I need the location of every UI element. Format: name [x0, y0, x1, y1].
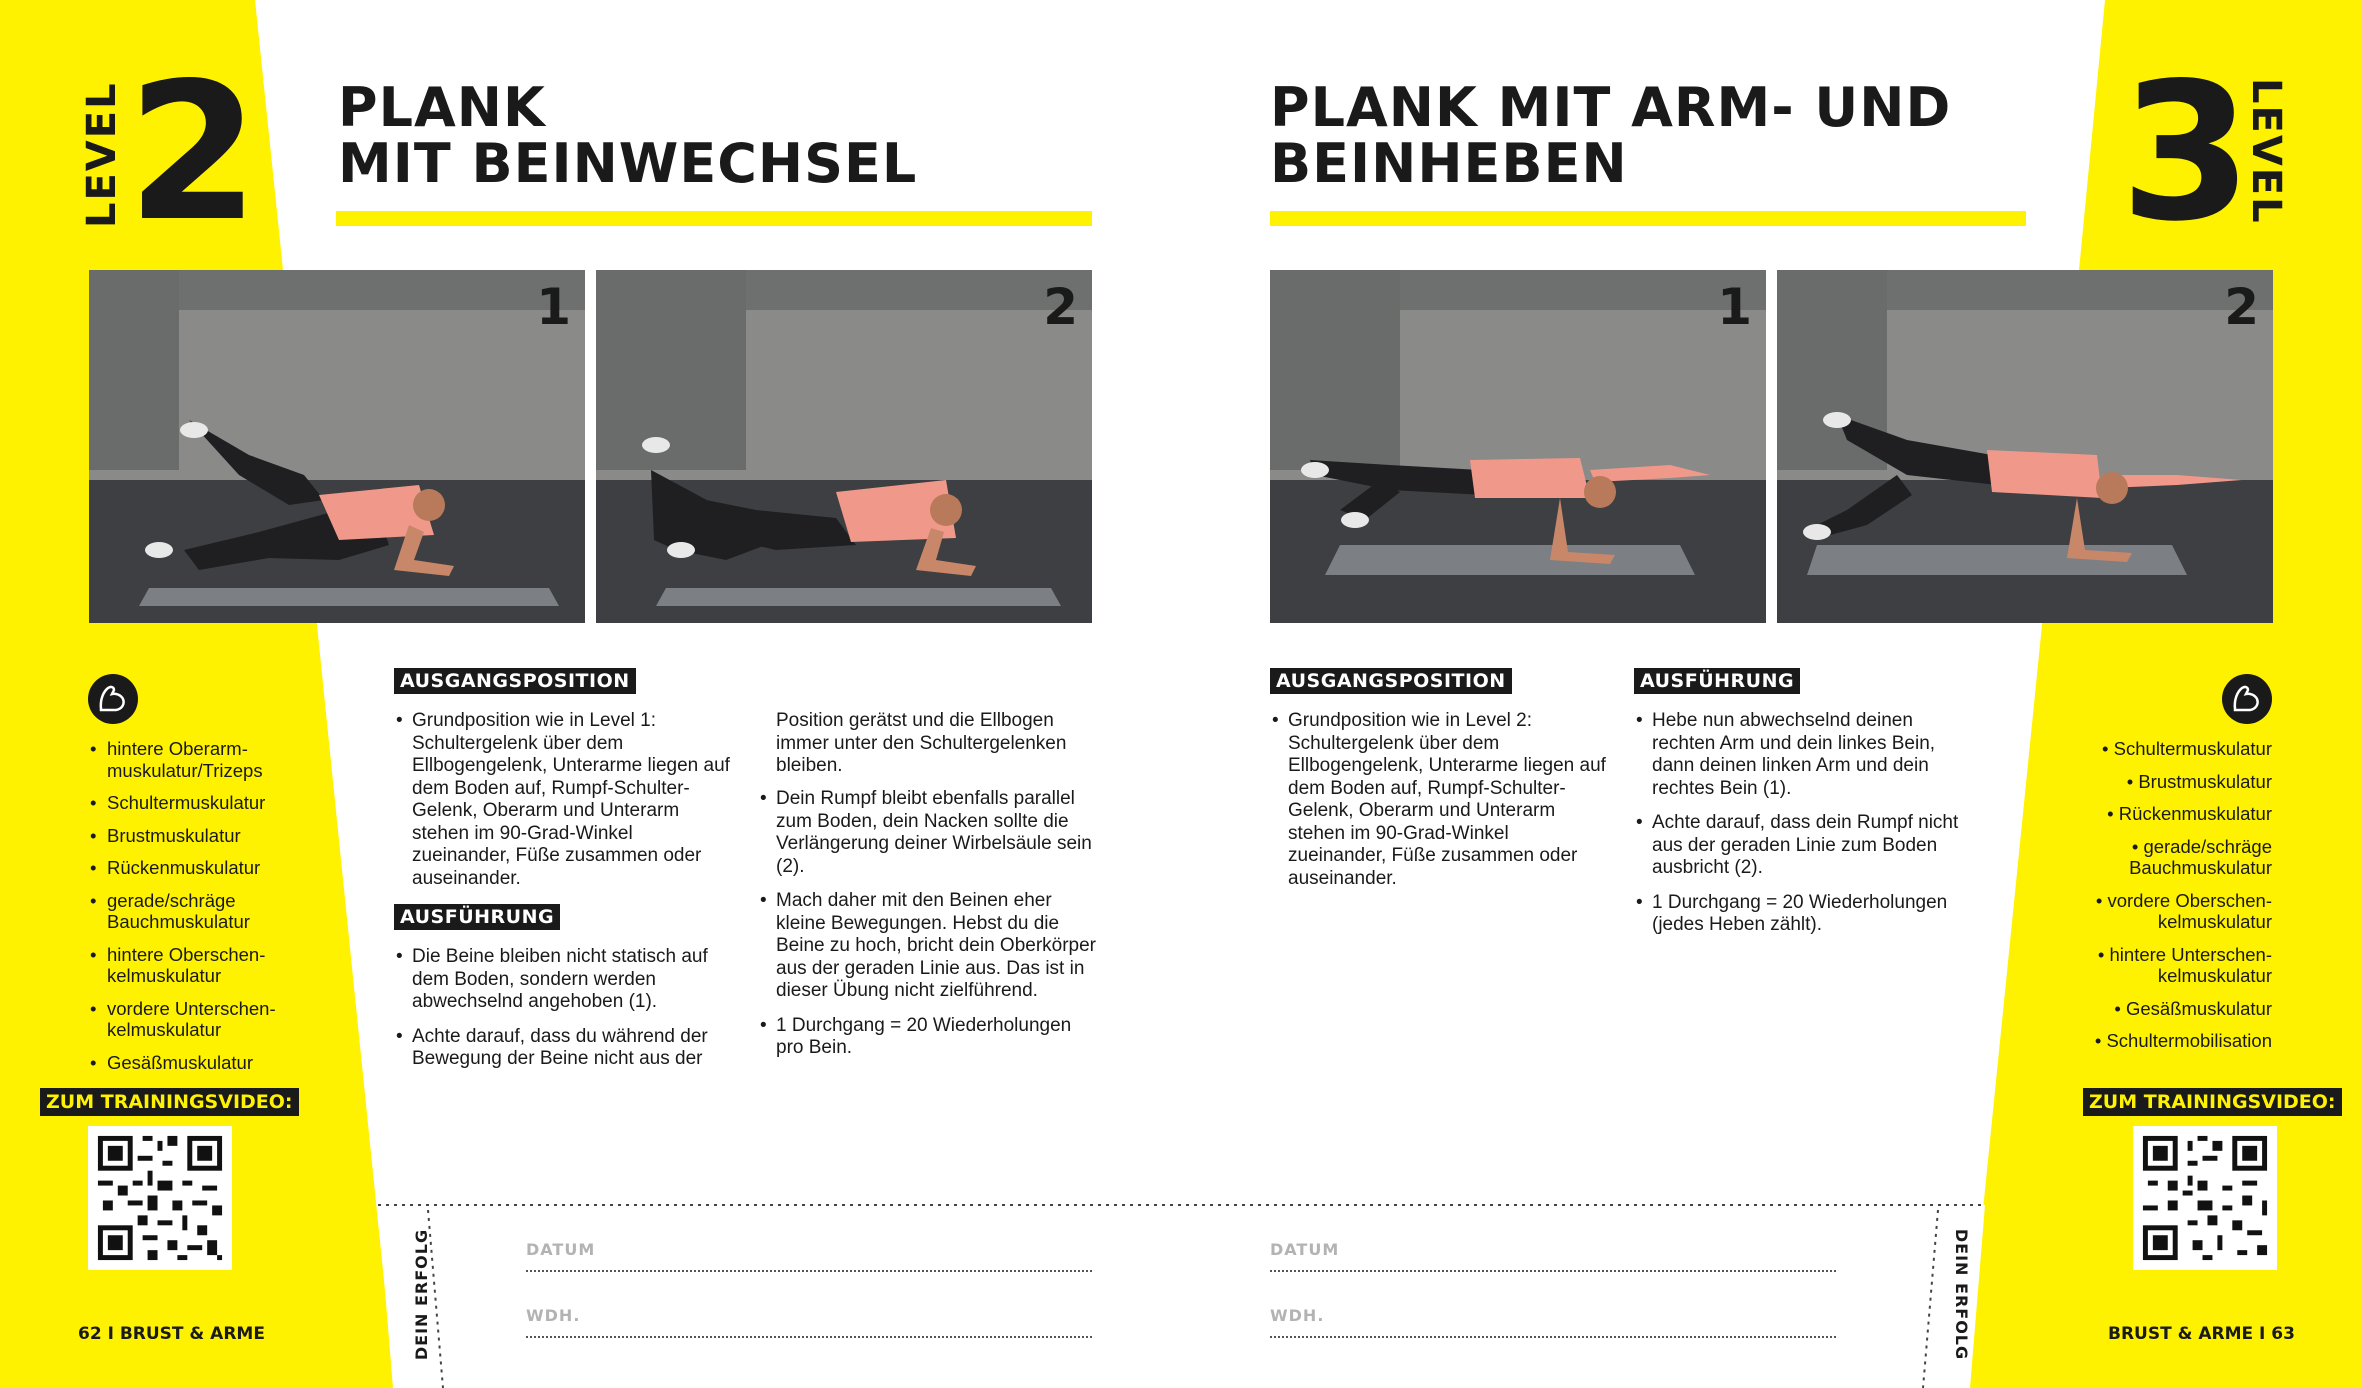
exercise-photo-1 — [1270, 270, 1766, 623]
title-line: MIT BEINWECHSEL — [338, 132, 918, 195]
execution-text-continued: Position gerätst und die Ellbogen immer unter den Schultergelenken bleiben. — [776, 710, 1067, 776]
list-item: • Schultermuskulatur — [90, 792, 300, 814]
list-item: • Achte darauf, dass du während der Bewegung der Beine nicht aus der — [394, 1026, 732, 1071]
list-item: • Gesäßmuskulatur — [2050, 998, 2272, 1020]
page-footer-right: BRUST & ARME I 63 — [2108, 1324, 2295, 1344]
list-item: • Achte darauf, dass dein Rumpf nicht aus der geraden Linie zum Boden ausbricht (2). — [1634, 812, 1972, 880]
level-number: 2 — [127, 42, 254, 263]
title-underline — [336, 211, 1092, 226]
photo-step-number: 1 — [1717, 278, 1752, 336]
list-item: • vordere Unterschen- kelmuskulatur — [90, 998, 300, 1041]
list-item: • 1 Durchgang = 20 Wiederholungen pro Bein. — [758, 1015, 1096, 1060]
title-line: PLANK — [338, 76, 546, 139]
execution-text-column-2 — [758, 788, 1096, 1072]
start-position-text — [394, 710, 732, 902]
list-item: • Brustmuskulatur — [90, 825, 300, 847]
list-item: • Hebe nun abwechselnd deinen rechten Arm und dein linkes Bein, dann deinen linken Arm und dein rechtes Bein (1). — [1634, 710, 1972, 800]
list-item: • gerade/schräge Bauchmuskulatur — [90, 890, 300, 933]
exercise-title-right — [1270, 76, 1952, 195]
exercise-photo-1 — [89, 270, 585, 623]
qr-code[interactable] — [88, 1126, 232, 1270]
list-item: • Schultermuskulatur — [2050, 738, 2272, 760]
photo-step-number: 2 — [1043, 278, 1078, 336]
title-line: BEINHEBEN — [1270, 132, 1628, 195]
list-item: • Grundposition wie in Level 2: Schultergelenk über dem Ellbogengelenk, Unterarme liegen auf dem Boden auf, Rumpf-Schulter-Gelenk, Oberarm und Unterarm stehen im 90-Grad-Winkel zueinander, Füße zusammen oder auseinander. — [1270, 710, 1608, 890]
execution-text — [394, 946, 732, 1083]
list-item: • Rückenmuskulatur — [2050, 803, 2272, 825]
list-item: • hintere Unterschen- kelmuskulatur — [2050, 944, 2272, 987]
success-label-right: DEIN ERFOLG — [1952, 1228, 1972, 1361]
date-field-label: DATUM — [1270, 1240, 1340, 1259]
start-position-text — [1270, 710, 1608, 902]
flexed-arm-icon — [88, 674, 138, 724]
exercise-title-left — [338, 76, 918, 195]
level-word: LEVEL — [79, 81, 125, 228]
list-item: • hintere Oberschen- kelmuskulatur — [90, 944, 300, 987]
level-word: LEVEL — [2243, 78, 2290, 225]
reps-field-label: WDH. — [1270, 1306, 1325, 1325]
level-number: 3 — [2120, 42, 2247, 263]
reps-input-line[interactable] — [526, 1336, 1092, 1338]
list-item: • Rückenmuskulatur — [90, 857, 300, 879]
exercise-photo-2 — [1777, 270, 2273, 623]
list-item: • Brustmuskulatur — [2050, 771, 2272, 793]
list-item: • vordere Oberschen- kelmuskulatur — [2050, 890, 2272, 933]
list-item: • Gesäßmuskulatur — [90, 1052, 300, 1074]
date-input-line[interactable] — [526, 1270, 1092, 1272]
training-video-label: ZUM TRAININGSVIDEO: — [40, 1088, 299, 1116]
list-item: • hintere Oberarm- muskulatur/Trizeps — [90, 738, 300, 781]
section-label-start: AUSGANGSPOSITION — [394, 668, 636, 694]
muscle-list-right — [2050, 738, 2272, 1063]
list-item: • Schultermobilisation — [2050, 1030, 2272, 1052]
date-input-line[interactable] — [1270, 1270, 1836, 1272]
exercise-photo-2 — [596, 270, 1092, 623]
section-label-start: AUSGANGSPOSITION — [1270, 668, 1512, 694]
list-item: • gerade/schräge Bauchmuskulatur — [2050, 836, 2272, 879]
photo-step-number: 1 — [536, 278, 571, 336]
reps-field-label: WDH. — [526, 1306, 581, 1325]
level-badge-left — [79, 42, 254, 263]
section-label-execution: AUSFÜHRUNG — [1634, 668, 1800, 694]
photo-step-number: 2 — [2224, 278, 2259, 336]
muscle-list-left — [90, 738, 300, 1084]
training-video-label: ZUM TRAININGSVIDEO: — [2083, 1088, 2342, 1116]
success-label-left: DEIN ERFOLG — [412, 1228, 432, 1361]
list-item: • Dein Rumpf bleibt ebenfalls parallel zum Boden, dein Nacken sollte die Verlängerung deiner Wirbelsäule sein (2). — [758, 788, 1096, 878]
list-item: • 1 Durchgang = 20 Wiederholungen (jedes Heben zählt). — [1634, 892, 1972, 937]
list-item: • Mach daher mit den Beinen eher kleine Bewegungen. Hebst du die Beine zu hoch, bricht dein Oberkörper aus der geraden Linie aus. Das ist in dieser Übung nicht zielführend. — [758, 890, 1096, 1003]
section-label-execution: AUSFÜHRUNG — [394, 904, 560, 930]
title-line: PLANK MIT ARM- UND — [1270, 76, 1952, 139]
reps-input-line[interactable] — [1270, 1336, 1836, 1338]
execution-text — [1634, 710, 1972, 949]
title-underline — [1270, 211, 2026, 226]
level-badge-right — [2120, 42, 2291, 263]
list-item: • Die Beine bleiben nicht statisch auf dem Boden, sondern werden abwechselnd angehoben (1). — [394, 946, 732, 1014]
page-footer-left: 62 I BRUST & ARME — [78, 1324, 265, 1344]
flexed-arm-icon — [2222, 674, 2272, 724]
date-field-label: DATUM — [526, 1240, 596, 1259]
qr-code[interactable] — [2133, 1126, 2277, 1270]
list-item: • Grundposition wie in Level 1: Schultergelenk über dem Ellbogengelenk, Unterarme liegen auf dem Boden auf, Rumpf-Schulter-Gelenk, Oberarm und Unterarm stehen im 90-Grad-Winkel zueinander, Füße zusammen oder auseinander. — [394, 710, 732, 890]
